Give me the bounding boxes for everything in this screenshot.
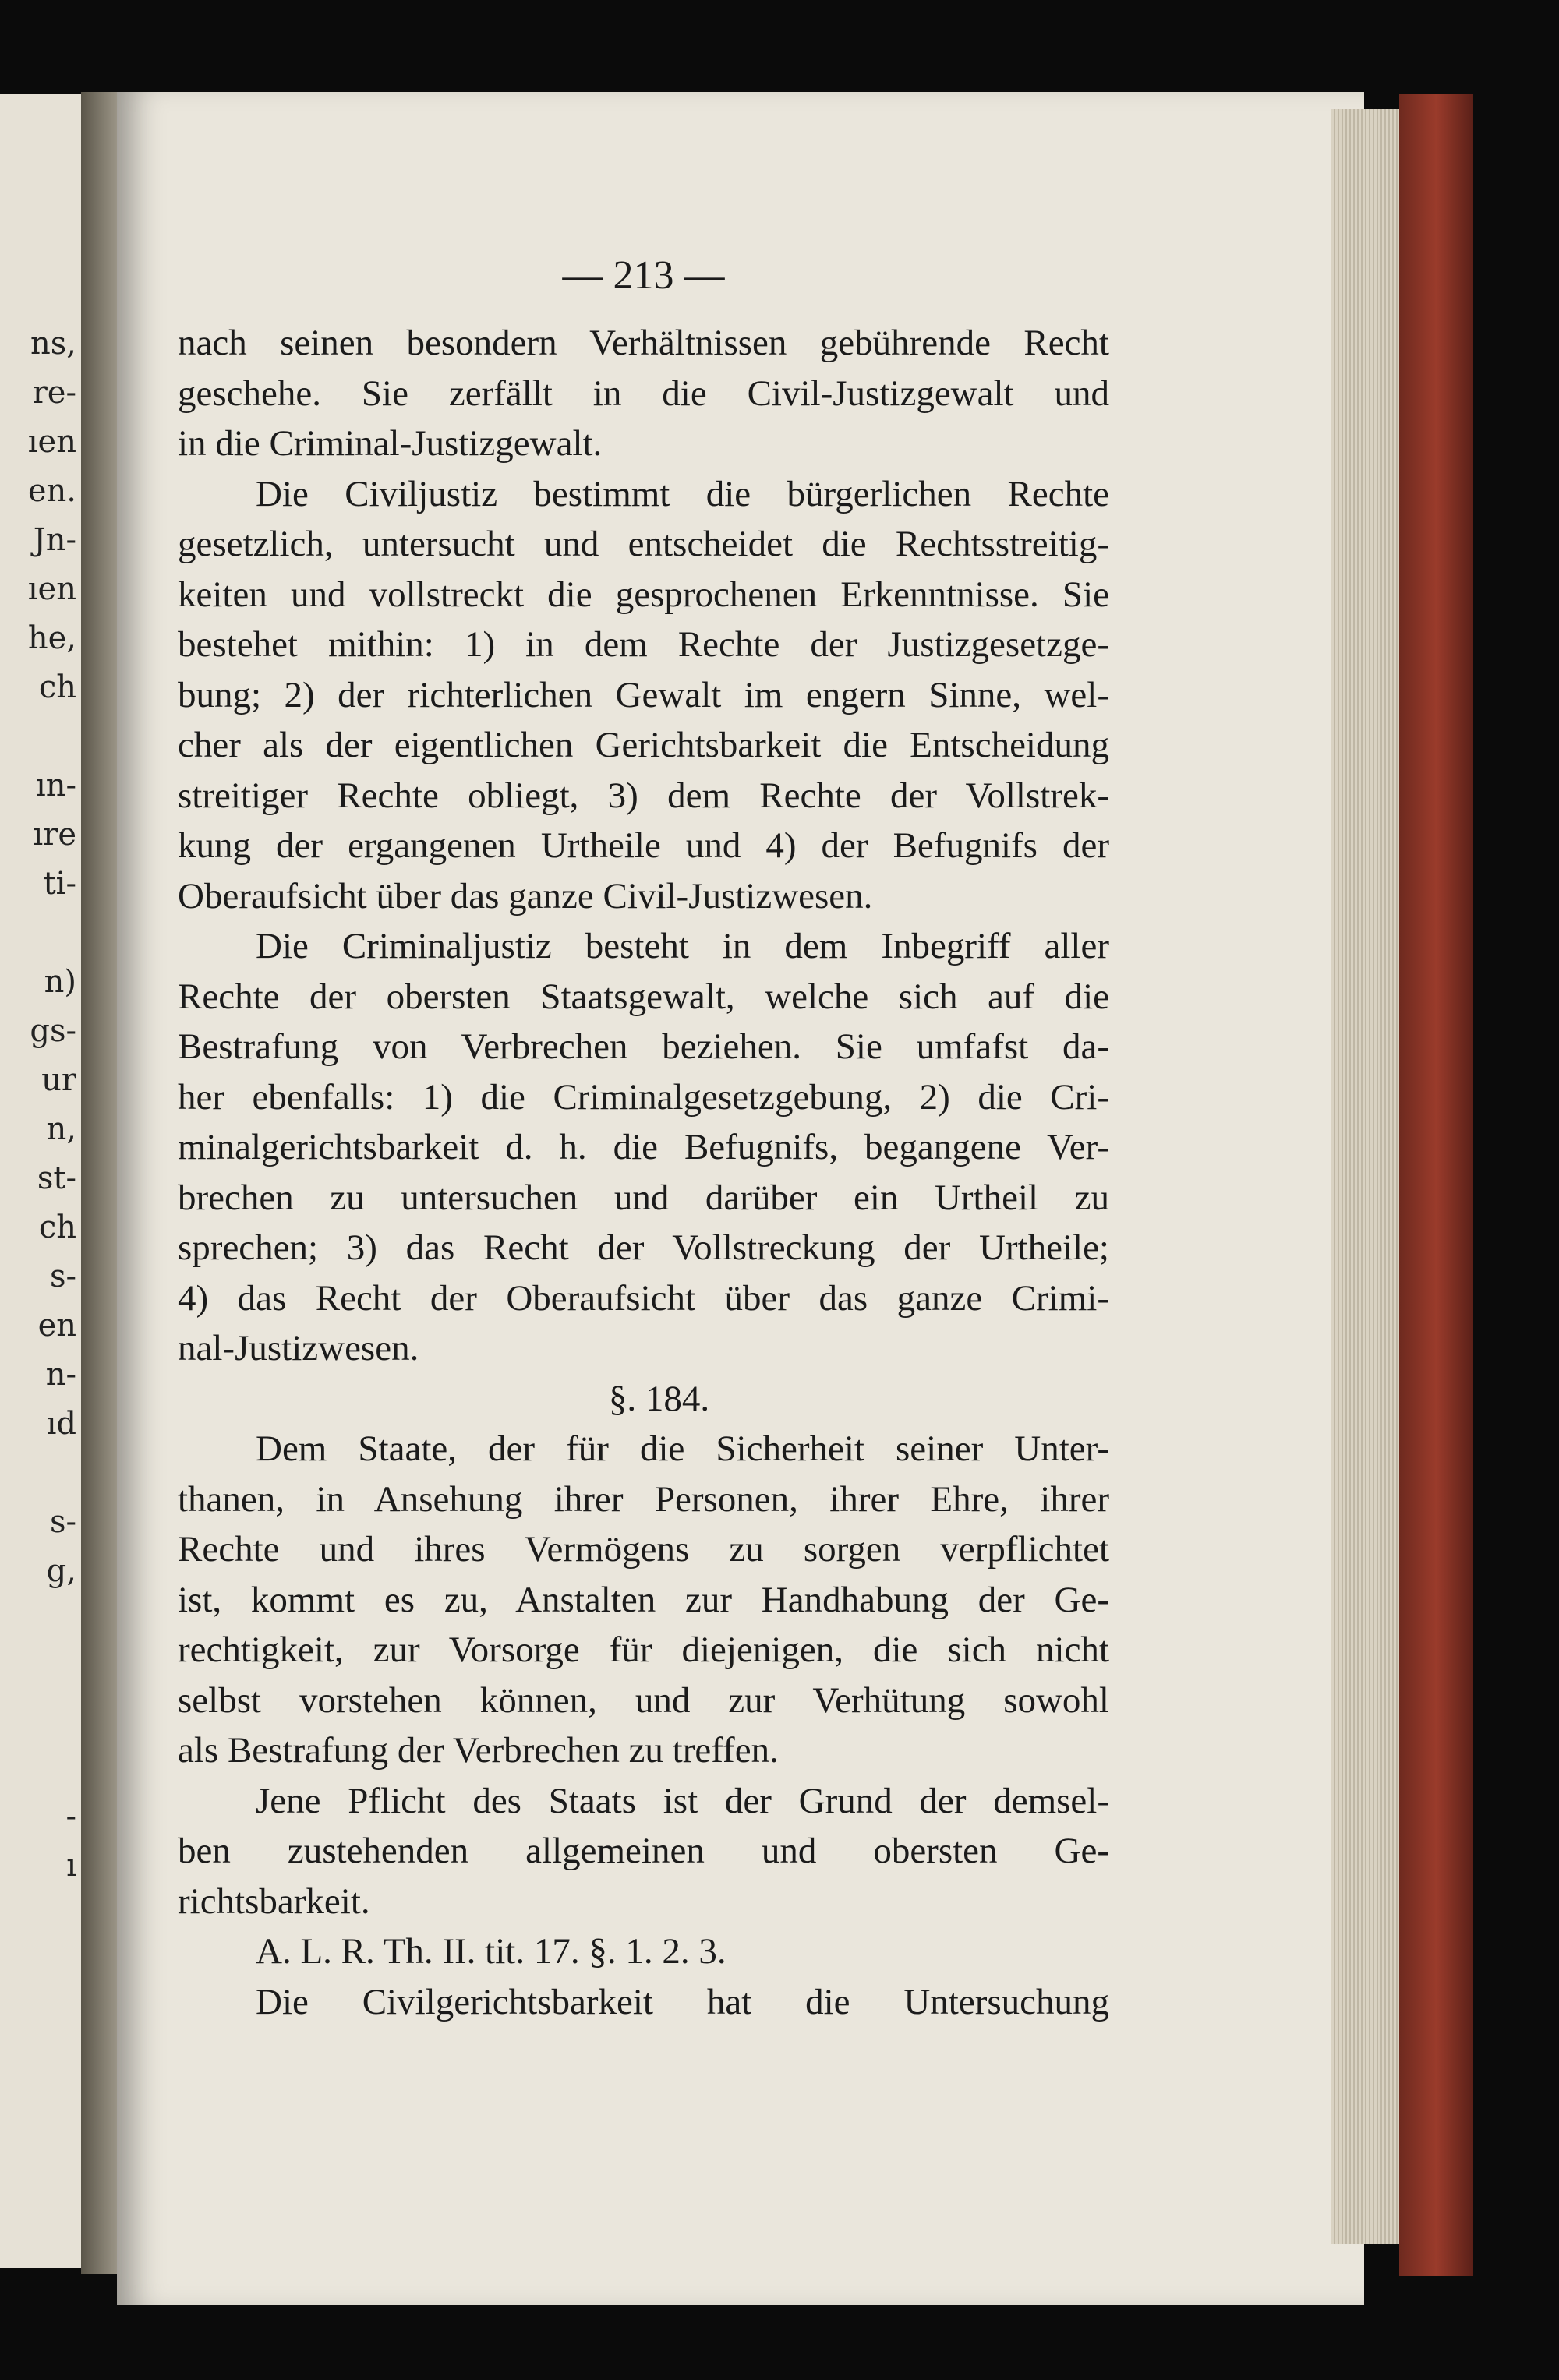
citation-line: A. L. R. Th. II. tit. 17. §. 1. 2. 3.: [256, 1931, 726, 1972]
fragment: st-: [37, 1160, 76, 1196]
fragment: [0, 1645, 81, 1694]
text-line: 4) das Recht der Oberaufsicht über das ganze Crimi-: [178, 1277, 1109, 1319]
text-line: selbst vorstehen können, und zur Verhütung sowohl: [178, 1679, 1109, 1721]
text-line: keiten und vollstreckt die gesprochenen Erkenntnisse. Sie: [178, 574, 1109, 615]
previous-page-text-fragments: [0, 320, 81, 1891]
fragment: [0, 1596, 81, 1645]
text-line: thanen, in Ansehung ihrer Personen, ihrer Ehre, ihrer: [178, 1478, 1109, 1520]
fragment: ur: [41, 1062, 76, 1098]
text-line: Die Civiljustiz bestimmt die bürgerlichen Rechte: [256, 473, 1109, 514]
text-line: Bestrafung von Verbrechen beziehen. Sie umfafst da-: [178, 1026, 1109, 1067]
text-line: nal-Justizwesen.: [178, 1328, 419, 1368]
text-line: bung; 2) der richterlichen Gewalt im engern Sinne, wel-: [178, 674, 1109, 715]
text-line: Rechte der obersten Staatsgewalt, welche sich auf die: [178, 976, 1109, 1017]
text-line: rechtigkeit, zur Vorsorge für diejenigen, die sich nicht: [178, 1630, 1109, 1670]
text-line: bestehet mithin: 1) in dem Rechte der Justizgesetzge-: [178, 624, 1109, 665]
text-line: als Bestrafung der Verbrechen zu treffen.: [178, 1730, 779, 1771]
text-line: Jene Pflicht des Staats ist der Grund der demsel-: [256, 1780, 1109, 1821]
fragment: -: [65, 1799, 76, 1834]
fragment: n): [44, 964, 76, 1000]
fragment: he,: [27, 620, 76, 656]
text-line: Die Criminaljustiz besteht in dem Inbegriff aller: [256, 926, 1109, 966]
fragment: n-: [45, 1357, 76, 1393]
page-text: [178, 234, 1109, 2027]
text-line: brechen zu untersuchen und darüber ein Urtheil zu: [178, 1177, 1109, 1218]
fragment: [0, 909, 81, 958]
text-line: kung der ergangenen Urtheile und 4) der Befugnifs der: [178, 825, 1109, 866]
fragment: s-: [49, 1259, 76, 1294]
fragment: ch: [38, 1209, 76, 1245]
fragment: [0, 712, 81, 761]
text-line: nach seinen besondern Verhältnissen gebührende Recht: [178, 323, 1109, 363]
fragment: re-: [32, 375, 76, 411]
fragment: ıre: [33, 817, 76, 853]
fragment: ch: [38, 669, 76, 705]
text-line: Oberaufsicht über das ganze Civil-Justizwesen.: [178, 875, 873, 916]
book-cover-edge: [1399, 94, 1473, 2276]
fragment: s-: [49, 1504, 76, 1540]
text-line: Dem Staate, der für die Sicherheit seiner Unter-: [256, 1428, 1109, 1469]
fragment: ti-: [43, 866, 76, 902]
text-line: ist, kommt es zu, Anstalten zur Handhabung der Ge-: [178, 1579, 1109, 1620]
text-line: ben zustehenden allgemeinen und obersten Ge-: [178, 1831, 1109, 1871]
text-line: richtsbarkeit.: [178, 1880, 370, 1922]
fragment: ns,: [30, 326, 76, 362]
fragment: ı: [66, 1848, 76, 1884]
text-line: geschehe. Sie zerfällt in die Civil-Justizgewalt und: [178, 373, 1109, 414]
fragment: ıen: [27, 424, 76, 460]
section-heading: §. 184.: [608, 1378, 710, 1419]
fragment: g,: [46, 1553, 76, 1589]
fragment: ıen: [27, 571, 76, 607]
text-line: Die Civilgerichtsbarkeit hat die Untersuchung: [256, 1981, 1109, 2022]
text-line: in die Criminal-Justizgewalt.: [178, 423, 603, 464]
fragment: en.: [27, 473, 76, 509]
fragment: n,: [46, 1111, 76, 1147]
fragment: [0, 1449, 81, 1498]
fragment: gs-: [30, 1013, 76, 1049]
fragment: Jn-: [33, 522, 76, 558]
page-number: — 213 —: [562, 253, 725, 298]
text-line: minalgerichtsbarkeit d. h. die Befugnifs, begangene Ver-: [178, 1127, 1109, 1167]
text-line: streitiger Rechte obliegt, 3) dem Rechte der Vollstrek-: [178, 775, 1109, 816]
text-line: cher als der eigentlichen Gerichtsbarkeit die Entscheidung: [178, 725, 1109, 765]
fragment: ın-: [35, 768, 76, 803]
text-line: her ebenfalls: 1) die Criminalgesetzgebung, 2) die Cri-: [178, 1076, 1109, 1118]
fragment: [0, 1694, 81, 1743]
text-line: gesetzlich, untersucht und entscheidet die Rechtsstreitig-: [178, 524, 1109, 564]
fragment: en: [37, 1308, 76, 1344]
text-line: sprechen; 3) das Recht der Vollstreckung der Urtheile;: [178, 1227, 1109, 1268]
fragment: [0, 1743, 81, 1792]
fragment: ıd: [46, 1406, 76, 1442]
text-line: Rechte und ihres Vermögens zu sorgen verpflichtet: [178, 1529, 1109, 1570]
page-edges: [1331, 109, 1402, 2244]
